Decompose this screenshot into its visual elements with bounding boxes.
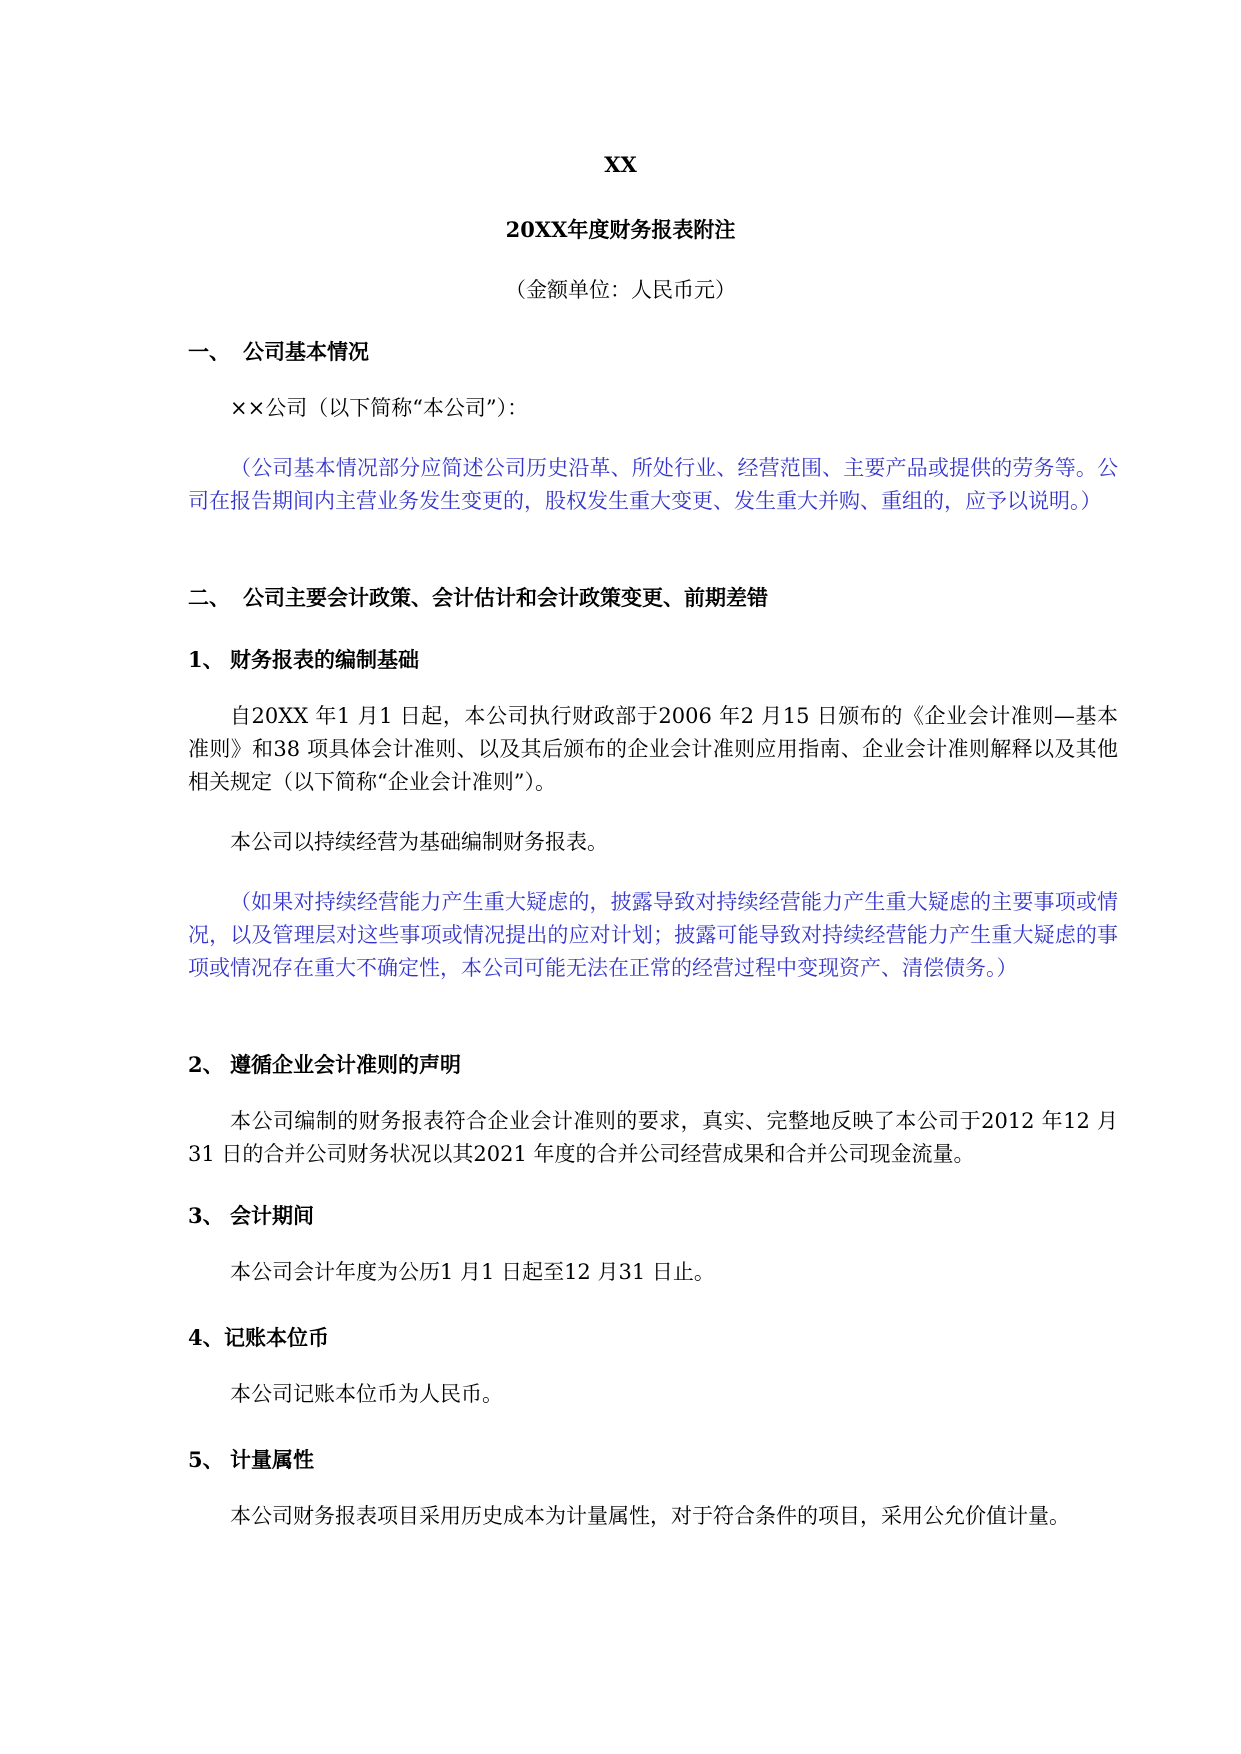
measurement-basis-paragraph: 本公司财务报表项目采用历史成本为计量属性，对于符合条件的项目，采用公允价值计量。 [230, 1504, 1070, 1528]
going-concern-paragraph: 本公司以持续经营为基础编制财务报表。 [230, 830, 608, 854]
subsection-number: 2、 [188, 1052, 224, 1077]
company-name: XX [604, 152, 637, 177]
company-profile-note: （公司基本情况部分应简述公司历史沿革、所处行业、经营范围、主要产品或提供的劳务等。公司在报告期间内主营业务发生变更的，股权发生重大变更、发生重大并购、重组的，应予以说明。） [188, 456, 1118, 513]
subsection-heading-5 [188, 1444, 314, 1474]
subsection-heading-4 [188, 1322, 329, 1352]
section-heading-1 [188, 336, 369, 366]
document-title: 20XX年度财务报表附注 [505, 217, 736, 242]
company-intro-paragraph: ××公司（以下简称“本公司”）： [230, 396, 529, 420]
going-concern-note: （如果对持续经营能力产生重大疑虑的，披露导致对持续经营能力产生重大疑虑的主要事项或情况，以及管理层对这些事项或情况提出的应对计划；披露可能导致对持续经营能力产生重大疑虑的事项或情况存在重大不确定性，本公司可能无法在正常的经营过程中变现资产、清偿债务。） [188, 890, 1118, 980]
subsection-heading-1 [188, 644, 419, 674]
subsection-title: 计量属性 [230, 1447, 314, 1472]
section-title: 公司基本情况 [243, 339, 369, 364]
subsection-heading-3 [188, 1200, 314, 1230]
subsection-title: 财务报表的编制基础 [230, 647, 419, 672]
compliance-statement-paragraph: 本公司编制的财务报表符合企业会计准则的要求，真实、完整地反映了本公司于2012 年12 月31 日的合并公司财务状况以其2021 年度的合并公司经营成果和合并公司现金流量。 [188, 1109, 1118, 1166]
currency-unit-note: （金额单位：人民币元） [505, 278, 736, 302]
subsection-number: 3、 [188, 1203, 224, 1228]
section-heading-2 [188, 582, 768, 612]
functional-currency-paragraph: 本公司记账本位币为人民币。 [230, 1382, 503, 1406]
subsection-title: 会计期间 [230, 1203, 314, 1228]
subsection-number: 1、 [188, 647, 224, 672]
subsection-heading-2 [188, 1049, 461, 1079]
section-number: 一、 [188, 339, 230, 364]
subsection-title: 遵循企业会计准则的声明 [230, 1052, 461, 1077]
preparation-basis-paragraph: 自20XX 年1 月1 日起，本公司执行财政部于2006 年2 月15 日颁布的《企业会计准则—基本准则》和38 项具体会计准则、以及其后颁布的企业会计准则应用指南、企业会计准则解释以及其他相关规定（以下简称“企业会计准则”）。 [188, 704, 1118, 794]
subsection-title: 记账本位币 [224, 1325, 329, 1350]
subsection-number: 5、 [188, 1447, 224, 1472]
section-number: 二、 [188, 585, 230, 610]
accounting-period-paragraph: 本公司会计年度为公历1 月1 日起至12 月31 日止。 [230, 1260, 715, 1284]
subsection-number: 4、 [188, 1325, 224, 1350]
section-title: 公司主要会计政策、会计估计和会计政策变更、前期差错 [243, 585, 768, 610]
